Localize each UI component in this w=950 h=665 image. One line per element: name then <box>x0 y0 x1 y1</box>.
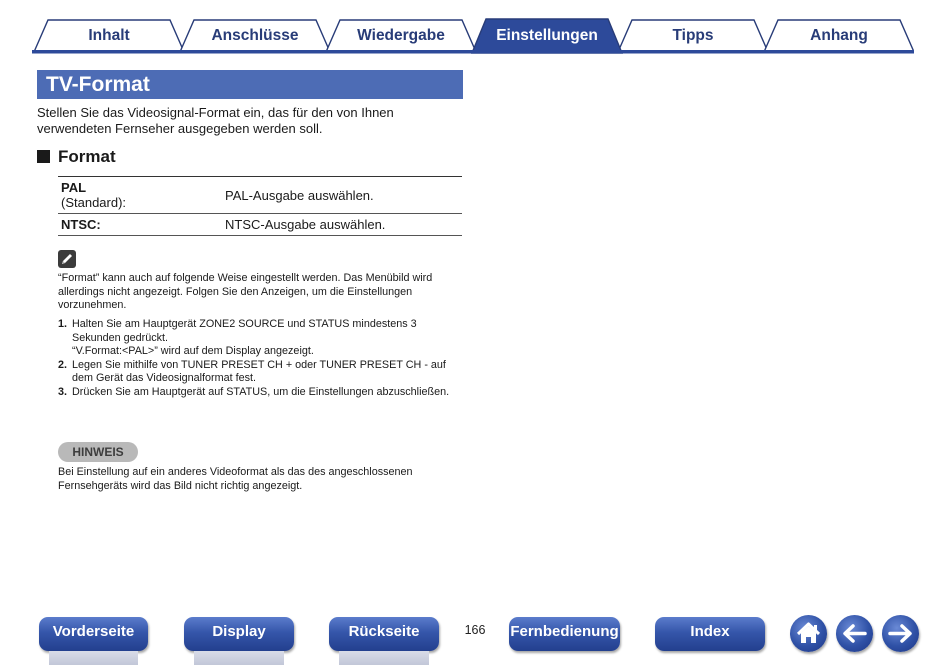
tab-wiedergabe[interactable]: Wiedergabe <box>357 27 445 44</box>
section-heading <box>37 147 116 167</box>
step-number: 2. <box>58 358 68 371</box>
list-item <box>58 386 468 400</box>
button-tab-tail <box>49 651 138 665</box>
step-number: 1. <box>58 318 68 330</box>
format-value: NTSC-Ausgabe auswählen. <box>219 214 462 236</box>
table-cell-key <box>58 214 219 236</box>
table-cell-key <box>58 177 219 214</box>
table-row <box>58 214 462 236</box>
format-key: PAL <box>61 180 87 195</box>
tab-anschluesse[interactable]: Anschlüsse <box>211 27 299 44</box>
nav-fernbedienung-button[interactable] <box>509 617 620 651</box>
page-number: 166 <box>464 623 486 637</box>
square-bullet-icon <box>37 150 50 163</box>
hint-badge: HINWEIS <box>58 442 138 462</box>
format-value: PAL-Ausgabe auswählen. <box>219 177 462 214</box>
forward-arrow-icon <box>882 615 919 652</box>
nav-rueckseite-button[interactable] <box>329 617 439 651</box>
pencil-icon <box>58 250 76 268</box>
tab-bar <box>32 18 914 54</box>
back-arrow-icon <box>836 615 873 652</box>
list-item <box>58 318 468 359</box>
step-subtext: “V.Format:<PAL>” wird auf dem Display angezeigt. <box>72 345 314 358</box>
nav-button-label: Fernbedienung <box>510 623 619 640</box>
table-row <box>58 177 462 214</box>
nav-button-label: Rückseite <box>348 623 420 640</box>
list-item <box>58 359 468 386</box>
step-text: Legen Sie mithilfe von TUNER PRESET CH + oder TUNER PRESET CH - auf dem Gerät das Videosignalformat fest. <box>72 358 446 385</box>
nav-button-label: Index <box>690 623 730 640</box>
step-text: Drücken Sie am Hauptgerät auf STATUS, um die Einstellungen abzuschließen. <box>72 385 450 398</box>
button-tab-tail <box>339 651 429 665</box>
hint-text: Bei Einstellung auf ein anderes Videoformat als das des angeschlossenen Fernsehgeräts wird das Bild nicht richtig angezeigt. <box>58 466 413 492</box>
step-text: Halten Sie am Hauptgerät ZONE2 SOURCE und STATUS mindestens 3 Sekunden gedrückt. <box>72 318 417 344</box>
note-text: “Format” kann auch auf folgende Weise eingestellt werden. Das Menübild wird allerdings nicht angezeigt. Folgen Sie den Anzeigen, um die Einstellungen vorzunehmen. <box>58 272 433 312</box>
nav-vorderseite-button[interactable] <box>39 617 148 651</box>
nav-button-label: Display <box>212 623 266 640</box>
tab-einstellungen[interactable]: Einstellungen <box>496 27 598 44</box>
button-tab-tail <box>194 651 284 665</box>
steps-list <box>58 318 468 400</box>
forward-button[interactable] <box>882 615 919 652</box>
intro-text: Stellen Sie das Videosignal-Format ein, das für den von Ihnen verwendeten Fernseher ausgegeben werden soll. <box>37 105 394 136</box>
tab-anhang[interactable]: Anhang <box>810 27 868 44</box>
format-key: NTSC: <box>61 217 101 232</box>
tab-tipps[interactable]: Tipps <box>672 27 714 44</box>
nav-index-button[interactable] <box>655 617 765 651</box>
format-table <box>58 176 462 236</box>
page-title-bar <box>37 70 463 99</box>
format-key-sub: (Standard): <box>61 195 127 210</box>
home-button[interactable] <box>790 615 827 652</box>
back-button[interactable] <box>836 615 873 652</box>
page-title: TV-Format <box>46 73 150 96</box>
step-number: 3. <box>58 385 68 398</box>
section-heading-label: Format <box>58 147 116 166</box>
tab-inhalt[interactable]: Inhalt <box>88 27 130 44</box>
nav-button-label: Vorderseite <box>52 623 135 640</box>
home-icon <box>790 615 827 652</box>
nav-display-button[interactable] <box>184 617 294 651</box>
